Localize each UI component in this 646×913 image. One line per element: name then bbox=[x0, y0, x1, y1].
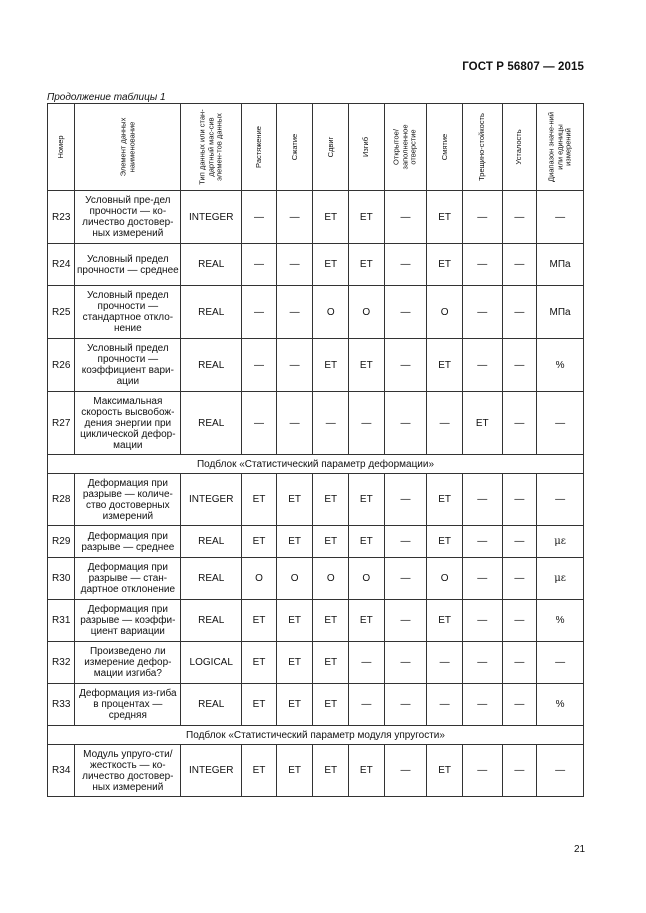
unit-cell: — bbox=[537, 191, 584, 244]
applicability-cell: — bbox=[276, 392, 313, 455]
table-row bbox=[48, 684, 584, 726]
applicability-cell: ET bbox=[427, 745, 463, 797]
element-name: Деформация при разрыве — количе-ство достоверных измерений bbox=[75, 474, 181, 526]
column-header: Диапазон значе-ний или единицы измерений bbox=[537, 104, 584, 191]
applicability-cell: — bbox=[384, 244, 427, 286]
column-header: Сдвиг bbox=[313, 104, 349, 191]
unit-cell: — bbox=[537, 642, 584, 684]
page-number: 21 bbox=[574, 844, 586, 855]
applicability-cell: ET bbox=[313, 745, 349, 797]
row-number: R34 bbox=[48, 745, 75, 797]
element-name: Деформация при разрыве — среднее bbox=[75, 526, 181, 558]
applicability-cell: ET bbox=[427, 191, 463, 244]
unit-cell: — bbox=[537, 392, 584, 455]
applicability-cell: — bbox=[384, 339, 427, 392]
applicability-cell: ET bbox=[276, 600, 313, 642]
table-body bbox=[48, 191, 584, 797]
applicability-cell: O bbox=[427, 286, 463, 339]
applicability-cell: — bbox=[462, 684, 502, 726]
applicability-cell: ET bbox=[313, 474, 349, 526]
data-type: REAL bbox=[181, 600, 242, 642]
table-row bbox=[48, 286, 584, 339]
row-number: R32 bbox=[48, 642, 75, 684]
standard-code: ГОСТ Р 56807 — 2015 bbox=[462, 61, 584, 73]
row-number: R23 bbox=[48, 191, 75, 244]
applicability-cell: — bbox=[462, 642, 502, 684]
applicability-cell: — bbox=[462, 339, 502, 392]
applicability-cell: ET bbox=[313, 244, 349, 286]
table-row bbox=[48, 392, 584, 455]
applicability-cell: — bbox=[427, 642, 463, 684]
section-title: Подблок «Статистический параметр модуля упругости» bbox=[48, 726, 584, 745]
applicability-cell: — bbox=[502, 526, 537, 558]
applicability-cell: — bbox=[502, 286, 537, 339]
unit-cell: МПа bbox=[537, 286, 584, 339]
element-name: Модуль упруго-сти/жесткость — ко-личество достовер-ных измерений bbox=[75, 745, 181, 797]
applicability-cell: ET bbox=[349, 244, 385, 286]
applicability-cell: ET bbox=[313, 339, 349, 392]
data-type: REAL bbox=[181, 339, 242, 392]
applicability-cell: — bbox=[502, 600, 537, 642]
applicability-cell: ET bbox=[313, 191, 349, 244]
applicability-cell: — bbox=[384, 642, 427, 684]
applicability-cell: — bbox=[384, 392, 427, 455]
data-type: INTEGER bbox=[181, 474, 242, 526]
element-name: Деформация при разрыве — коэффи-циент вариации bbox=[75, 600, 181, 642]
applicability-cell: — bbox=[384, 286, 427, 339]
row-number: R33 bbox=[48, 684, 75, 726]
applicability-cell: ET bbox=[242, 600, 277, 642]
applicability-cell: — bbox=[462, 745, 502, 797]
applicability-cell: ET bbox=[276, 474, 313, 526]
unit-cell: με bbox=[537, 558, 584, 600]
column-header: Элемент данных наименование bbox=[75, 104, 181, 191]
applicability-cell: O bbox=[313, 558, 349, 600]
unit-cell: — bbox=[537, 745, 584, 797]
element-name: Максимальная скорость высвобож-дения энергии при циклической дефор-мации bbox=[75, 392, 181, 455]
table-row bbox=[48, 600, 584, 642]
applicability-cell: — bbox=[462, 558, 502, 600]
row-number: R27 bbox=[48, 392, 75, 455]
data-type: LOGICAL bbox=[181, 642, 242, 684]
applicability-cell: ET bbox=[349, 745, 385, 797]
unit-cell: με bbox=[537, 526, 584, 558]
applicability-cell: — bbox=[384, 745, 427, 797]
data-type: REAL bbox=[181, 684, 242, 726]
applicability-cell: — bbox=[462, 600, 502, 642]
applicability-cell: ET bbox=[313, 684, 349, 726]
column-header: Растяжение bbox=[242, 104, 277, 191]
applicability-cell: — bbox=[349, 684, 385, 726]
row-number: R24 bbox=[48, 244, 75, 286]
applicability-cell: — bbox=[462, 474, 502, 526]
column-header: Смятие bbox=[427, 104, 463, 191]
applicability-cell: ET bbox=[349, 600, 385, 642]
applicability-cell: ET bbox=[349, 474, 385, 526]
section-title: Подблок «Статистический параметр деформации» bbox=[48, 455, 584, 474]
applicability-cell: — bbox=[276, 339, 313, 392]
applicability-cell: — bbox=[502, 339, 537, 392]
applicability-cell: — bbox=[502, 745, 537, 797]
applicability-cell: O bbox=[242, 558, 277, 600]
element-name: Условный пре-дел прочности — ко-личество достовер-ных измерений bbox=[75, 191, 181, 244]
table-continuation-caption: Продолжение таблицы 1 bbox=[47, 92, 166, 103]
applicability-cell: — bbox=[462, 191, 502, 244]
element-name: Условный предел прочности — стандартное откло-нение bbox=[75, 286, 181, 339]
unit-cell: МПа bbox=[537, 244, 584, 286]
column-header: Усталость bbox=[502, 104, 537, 191]
applicability-cell: — bbox=[384, 558, 427, 600]
row-number: R31 bbox=[48, 600, 75, 642]
data-type: REAL bbox=[181, 244, 242, 286]
applicability-cell: ET bbox=[349, 191, 385, 244]
applicability-cell: ET bbox=[427, 339, 463, 392]
applicability-cell: ET bbox=[276, 642, 313, 684]
applicability-cell: — bbox=[502, 684, 537, 726]
column-header: Номер bbox=[48, 104, 75, 191]
row-number: R30 bbox=[48, 558, 75, 600]
applicability-cell: — bbox=[502, 642, 537, 684]
applicability-cell: ET bbox=[276, 526, 313, 558]
section-row bbox=[48, 726, 584, 745]
applicability-cell: ET bbox=[242, 526, 277, 558]
unit-cell: — bbox=[537, 474, 584, 526]
applicability-cell: ET bbox=[427, 526, 463, 558]
applicability-cell: ET bbox=[276, 684, 313, 726]
applicability-cell: — bbox=[502, 392, 537, 455]
applicability-cell: — bbox=[384, 684, 427, 726]
applicability-cell: — bbox=[427, 684, 463, 726]
applicability-cell: O bbox=[313, 286, 349, 339]
applicability-cell: — bbox=[242, 339, 277, 392]
column-header: Тип данных или стан-дартный мас-сив элемен-тов данных bbox=[181, 104, 242, 191]
element-name: Деформация при разрыве — стан-дартное отклонение bbox=[75, 558, 181, 600]
table-row bbox=[48, 244, 584, 286]
applicability-cell: ET bbox=[349, 339, 385, 392]
applicability-cell: ET bbox=[349, 526, 385, 558]
column-header: Трещино-стойкость bbox=[462, 104, 502, 191]
table-row bbox=[48, 526, 584, 558]
applicability-cell: — bbox=[384, 191, 427, 244]
applicability-cell: — bbox=[242, 244, 277, 286]
row-number: R28 bbox=[48, 474, 75, 526]
data-type: REAL bbox=[181, 286, 242, 339]
applicability-cell: — bbox=[384, 474, 427, 526]
unit-cell: % bbox=[537, 600, 584, 642]
applicability-cell: — bbox=[276, 191, 313, 244]
table-row bbox=[48, 191, 584, 244]
data-type: REAL bbox=[181, 558, 242, 600]
element-name: Деформация из-гиба в процентах — средняя bbox=[75, 684, 181, 726]
column-header: Сжатие bbox=[276, 104, 313, 191]
applicability-cell: ET bbox=[313, 642, 349, 684]
applicability-cell: — bbox=[462, 244, 502, 286]
applicability-cell: O bbox=[276, 558, 313, 600]
applicability-cell: — bbox=[384, 526, 427, 558]
applicability-cell: ET bbox=[242, 745, 277, 797]
table-row bbox=[48, 558, 584, 600]
applicability-cell: O bbox=[349, 558, 385, 600]
applicability-cell: O bbox=[349, 286, 385, 339]
applicability-cell: ET bbox=[427, 600, 463, 642]
table-header-row bbox=[48, 104, 584, 191]
table-row bbox=[48, 745, 584, 797]
applicability-cell: ET bbox=[427, 244, 463, 286]
applicability-cell: — bbox=[349, 642, 385, 684]
applicability-cell: — bbox=[502, 244, 537, 286]
unit-cell: % bbox=[537, 339, 584, 392]
applicability-cell: ET bbox=[242, 474, 277, 526]
applicability-cell: O bbox=[427, 558, 463, 600]
applicability-cell: ET bbox=[242, 642, 277, 684]
applicability-cell: — bbox=[276, 286, 313, 339]
applicability-cell: — bbox=[462, 286, 502, 339]
applicability-cell: — bbox=[502, 191, 537, 244]
row-number: R29 bbox=[48, 526, 75, 558]
table-row bbox=[48, 474, 584, 526]
applicability-cell: — bbox=[313, 392, 349, 455]
section-row bbox=[48, 455, 584, 474]
row-number: R26 bbox=[48, 339, 75, 392]
applicability-cell: ET bbox=[427, 474, 463, 526]
applicability-cell: — bbox=[462, 526, 502, 558]
data-type: REAL bbox=[181, 392, 242, 455]
applicability-cell: — bbox=[276, 244, 313, 286]
data-type: INTEGER bbox=[181, 191, 242, 244]
applicability-cell: ET bbox=[242, 684, 277, 726]
data-type: REAL bbox=[181, 526, 242, 558]
applicability-cell: ET bbox=[313, 526, 349, 558]
applicability-cell: — bbox=[502, 558, 537, 600]
applicability-cell: — bbox=[349, 392, 385, 455]
applicability-cell: ET bbox=[313, 600, 349, 642]
column-header: Изгиб bbox=[349, 104, 385, 191]
applicability-cell: — bbox=[242, 191, 277, 244]
unit-cell: % bbox=[537, 684, 584, 726]
applicability-cell: — bbox=[242, 286, 277, 339]
table-row bbox=[48, 339, 584, 392]
applicability-cell: — bbox=[384, 600, 427, 642]
applicability-cell: — bbox=[242, 392, 277, 455]
data-type: INTEGER bbox=[181, 745, 242, 797]
applicability-cell: ET bbox=[462, 392, 502, 455]
row-number: R25 bbox=[48, 286, 75, 339]
applicability-cell: — bbox=[427, 392, 463, 455]
column-header: Открытое/ заполненное отверстие bbox=[384, 104, 427, 191]
element-name: Произведено ли измерение дефор-мации изгиба? bbox=[75, 642, 181, 684]
table-row bbox=[48, 642, 584, 684]
applicability-cell: ET bbox=[276, 745, 313, 797]
data-elements-table bbox=[47, 103, 584, 797]
applicability-cell: — bbox=[502, 474, 537, 526]
element-name: Условный предел прочности — коэффициент вари-ации bbox=[75, 339, 181, 392]
element-name: Условный предел прочности — среднее bbox=[75, 244, 181, 286]
